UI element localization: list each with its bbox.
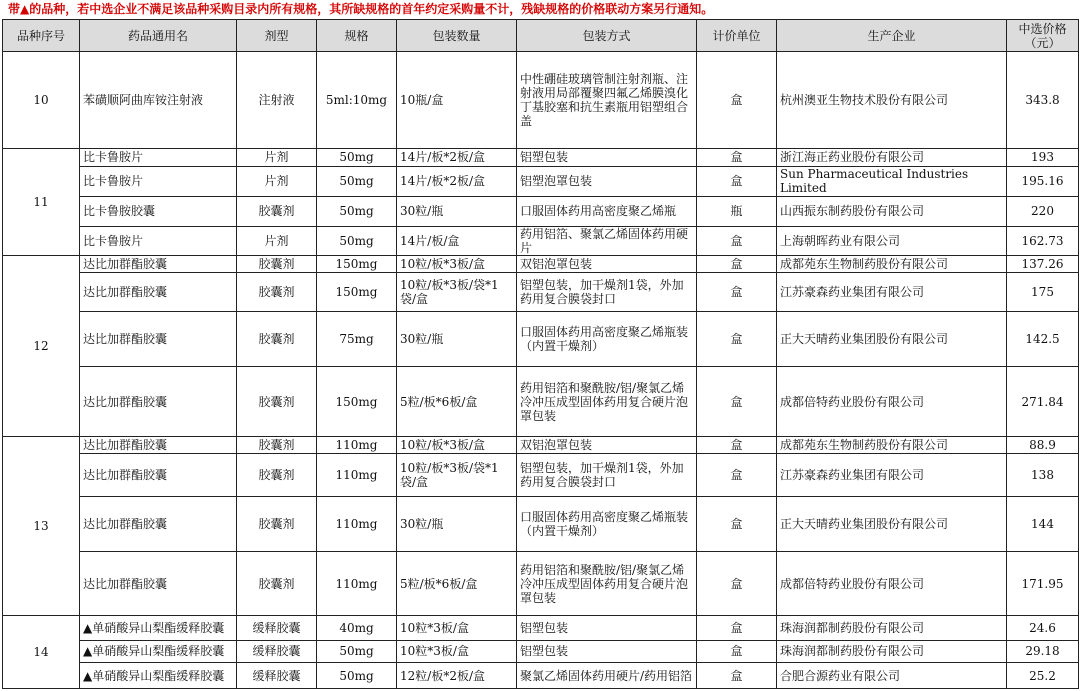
cell-form: 缓释胶囊: [237, 663, 317, 689]
cell-qty: 10粒/板*3板/袋*1袋/盒: [397, 272, 517, 311]
cell-maker: 正大天晴药业集团股份有限公司: [777, 496, 1007, 551]
cell-price: 220: [1007, 196, 1079, 226]
cell-form: 胶囊剂: [237, 453, 317, 496]
table-row: [3, 367, 1079, 437]
cell-price: 193: [1007, 148, 1079, 166]
cell-spec: 110mg: [317, 437, 397, 453]
cell-spec: 150mg: [317, 256, 397, 272]
cell-unit: 盒: [697, 52, 777, 149]
cell-name: ▲单硝酸异山梨酯缓释胶囊: [80, 640, 237, 663]
group-seq-cell: 10: [3, 52, 80, 149]
table-row: [3, 663, 1079, 689]
cell-pack: 中性硼硅玻璃管制注射剂瓶、注射液用局部覆聚四氟乙烯膜溴化丁基胶塞和抗生素瓶用铝塑组合盖: [517, 52, 697, 149]
cell-maker: 山西振东制药股份有限公司: [777, 196, 1007, 226]
header-cell: 品种序号: [3, 20, 80, 52]
cell-name: ▲单硝酸异山梨酯缓释胶囊: [80, 663, 237, 689]
cell-form: 胶囊剂: [237, 367, 317, 437]
cell-maker: 杭州澳亚生物技术股份有限公司: [777, 52, 1007, 149]
cell-unit: 盒: [697, 148, 777, 166]
cell-price: 137.26: [1007, 256, 1079, 272]
table-row: [3, 640, 1079, 663]
header-cell: 生产企业: [777, 20, 1007, 52]
cell-name: 达比加群酯胶囊: [80, 256, 237, 272]
cell-unit: 瓶: [697, 196, 777, 226]
header-cell: 计价单位: [697, 20, 777, 52]
group-seq-cell: 11: [3, 148, 80, 256]
cell-pack: 双铝泡罩包装: [517, 437, 697, 453]
cell-name: 达比加群酯胶囊: [80, 367, 237, 437]
cell-qty: 10粒*3板/盒: [397, 640, 517, 663]
cell-price: 195.16: [1007, 167, 1079, 197]
cell-unit: 盒: [697, 226, 777, 256]
cell-spec: 110mg: [317, 453, 397, 496]
cell-maker: 浙江海正药业股份有限公司: [777, 148, 1007, 166]
cell-maker: 江苏豪森药业集团有限公司: [777, 272, 1007, 311]
cell-price: 162.73: [1007, 226, 1079, 256]
cell-name: 达比加群酯胶囊: [80, 272, 237, 311]
cell-qty: 10粒/板*3板/袋*1袋/盒: [397, 453, 517, 496]
table-row: [3, 226, 1079, 256]
cell-form: 胶囊剂: [237, 437, 317, 453]
header-cell: 中选价格（元）: [1007, 20, 1079, 52]
cell-qty: 10粒/板*3板/盒: [397, 437, 517, 453]
cell-maker: 江苏豪森药业集团有限公司: [777, 453, 1007, 496]
cell-unit: 盒: [697, 552, 777, 616]
cell-unit: 盒: [697, 167, 777, 197]
cell-maker: Sun Pharmaceutical Industries Limited: [777, 167, 1007, 197]
cell-unit: 盒: [697, 437, 777, 453]
cell-unit: 盒: [697, 453, 777, 496]
table-row: [3, 615, 1079, 640]
procurement-notice: 带▲的品种，若中选企业不满足该品种采购目录内所有规格，其所缺规格的首年约定采购量不计，残缺规格的价格联动方案另行通知。: [8, 2, 714, 16]
cell-form: 片剂: [237, 167, 317, 197]
cell-unit: 盒: [697, 615, 777, 640]
table-row: [3, 272, 1079, 311]
cell-spec: 150mg: [317, 272, 397, 311]
cell-unit: 盒: [697, 640, 777, 663]
header-cell: 药品通用名: [80, 20, 237, 52]
cell-pack: 药用铝箔和聚酰胺/铝/聚氯乙烯冷冲压成型固体药用复合硬片泡罩包装: [517, 552, 697, 616]
cell-qty: 10瓶/盒: [397, 52, 517, 149]
cell-unit: 盒: [697, 311, 777, 366]
cell-form: 胶囊剂: [237, 496, 317, 551]
cell-form: 胶囊剂: [237, 272, 317, 311]
cell-pack: 双铝泡罩包装: [517, 256, 697, 272]
cell-name: 达比加群酯胶囊: [80, 437, 237, 453]
cell-form: 胶囊剂: [237, 256, 317, 272]
cell-maker: 成都倍特药业股份有限公司: [777, 552, 1007, 616]
cell-pack: 口服固体药用高密度聚乙烯瓶装（内置干燥剂）: [517, 496, 697, 551]
cell-pack: 药用铝箔和聚酰胺/铝/聚氯乙烯冷冲压成型固体药用复合硬片泡罩包装: [517, 367, 697, 437]
cell-unit: 盒: [697, 663, 777, 689]
cell-spec: 50mg: [317, 226, 397, 256]
table-row: [3, 52, 1079, 149]
cell-name: 达比加群酯胶囊: [80, 453, 237, 496]
group-seq-cell: 14: [3, 615, 80, 688]
table-row: [3, 167, 1079, 197]
cell-price: 25.2: [1007, 663, 1079, 689]
cell-unit: 盒: [697, 256, 777, 272]
cell-spec: 50mg: [317, 148, 397, 166]
cell-form: 片剂: [237, 148, 317, 166]
cell-form: 缓释胶囊: [237, 615, 317, 640]
cell-spec: 50mg: [317, 663, 397, 689]
header-cell: 剂型: [237, 20, 317, 52]
cell-maker: 成都倍特药业股份有限公司: [777, 367, 1007, 437]
cell-maker: 珠海润都制药股份有限公司: [777, 615, 1007, 640]
cell-maker: 上海朝晖药业有限公司: [777, 226, 1007, 256]
cell-price: 88.9: [1007, 437, 1079, 453]
cell-qty: 14片/板*2板/盒: [397, 167, 517, 197]
cell-price: 142.5: [1007, 311, 1079, 366]
cell-pack: 铝塑包装: [517, 640, 697, 663]
cell-form: 注射液: [237, 52, 317, 149]
cell-pack: 口服固体药用高密度聚乙烯瓶装（内置干燥剂）: [517, 311, 697, 366]
header-cell: 包装数量: [397, 20, 517, 52]
cell-spec: 110mg: [317, 552, 397, 616]
cell-price: 144: [1007, 496, 1079, 551]
cell-name: 比卡鲁胺胶囊: [80, 196, 237, 226]
cell-qty: 30粒/瓶: [397, 196, 517, 226]
cell-spec: 75mg: [317, 311, 397, 366]
cell-form: 胶囊剂: [237, 196, 317, 226]
table-row: [3, 552, 1079, 616]
cell-spec: 50mg: [317, 640, 397, 663]
cell-name: ▲单硝酸异山梨酯缓释胶囊: [80, 615, 237, 640]
cell-form: 胶囊剂: [237, 311, 317, 366]
cell-pack: 铝塑泡罩包装: [517, 167, 697, 197]
cell-price: 138: [1007, 453, 1079, 496]
cell-maker: 成都苑东生物制药股份有限公司: [777, 437, 1007, 453]
cell-spec: 50mg: [317, 196, 397, 226]
cell-name: 达比加群酯胶囊: [80, 496, 237, 551]
cell-qty: 5粒/板*6板/盒: [397, 552, 517, 616]
cell-pack: 铝塑包装，加干燥剂1袋，外加药用复合膜袋封口: [517, 272, 697, 311]
cell-pack: 铝塑包装，加干燥剂1袋，外加药用复合膜袋封口: [517, 453, 697, 496]
cell-name: 比卡鲁胺片: [80, 226, 237, 256]
cell-price: 343.8: [1007, 52, 1079, 149]
cell-name: 苯磺顺阿曲库铵注射液: [80, 52, 237, 149]
header-cell: 包装方式: [517, 20, 697, 52]
cell-pack: 口服固体药用高密度聚乙烯瓶: [517, 196, 697, 226]
table-body: [3, 52, 1079, 689]
table-row: [3, 148, 1079, 166]
cell-maker: 正大天晴药业集团股份有限公司: [777, 311, 1007, 366]
table-row: [3, 256, 1079, 272]
cell-name: 达比加群酯胶囊: [80, 311, 237, 366]
cell-qty: 12粒/板*2板/盒: [397, 663, 517, 689]
cell-maker: 成都苑东生物制药股份有限公司: [777, 256, 1007, 272]
cell-pack: 聚氯乙烯固体药用硬片/药用铝箔: [517, 663, 697, 689]
cell-price: 271.84: [1007, 367, 1079, 437]
group-seq-cell: 12: [3, 256, 80, 437]
cell-qty: 10粒/板*3板/盒: [397, 256, 517, 272]
cell-spec: 150mg: [317, 367, 397, 437]
cell-price: 29.18: [1007, 640, 1079, 663]
cell-name: 比卡鲁胺片: [80, 167, 237, 197]
table-row: [3, 196, 1079, 226]
header-cell: 规格: [317, 20, 397, 52]
cell-qty: 14片/板*2板/盒: [397, 148, 517, 166]
cell-unit: 盒: [697, 272, 777, 311]
cell-name: 达比加群酯胶囊: [80, 552, 237, 616]
cell-name: 比卡鲁胺片: [80, 148, 237, 166]
table-row: [3, 311, 1079, 366]
table-row: [3, 437, 1079, 453]
table-row: [3, 453, 1079, 496]
group-seq-cell: 13: [3, 437, 80, 616]
cell-spec: 110mg: [317, 496, 397, 551]
cell-qty: 30粒/瓶: [397, 496, 517, 551]
header-row: [3, 20, 1079, 52]
procurement-table: [2, 19, 1079, 689]
cell-qty: 5粒/板*6板/盒: [397, 367, 517, 437]
cell-price: 175: [1007, 272, 1079, 311]
cell-pack: 药用铝箔、聚氯乙烯固体药用硬片: [517, 226, 697, 256]
cell-pack: 铝塑包装: [517, 148, 697, 166]
cell-spec: 5ml:10mg: [317, 52, 397, 149]
cell-qty: 14片/板/盒: [397, 226, 517, 256]
cell-pack: 铝塑包装: [517, 615, 697, 640]
cell-spec: 40mg: [317, 615, 397, 640]
cell-spec: 50mg: [317, 167, 397, 197]
cell-price: 171.95: [1007, 552, 1079, 616]
table-row: [3, 496, 1079, 551]
cell-unit: 盒: [697, 367, 777, 437]
cell-qty: 10粒*3板/盒: [397, 615, 517, 640]
cell-price: 24.6: [1007, 615, 1079, 640]
cell-form: 片剂: [237, 226, 317, 256]
cell-maker: 珠海润都制药股份有限公司: [777, 640, 1007, 663]
cell-qty: 30粒/瓶: [397, 311, 517, 366]
cell-form: 胶囊剂: [237, 552, 317, 616]
cell-form: 缓释胶囊: [237, 640, 317, 663]
cell-maker: 合肥合源药业有限公司: [777, 663, 1007, 689]
cell-unit: 盒: [697, 496, 777, 551]
